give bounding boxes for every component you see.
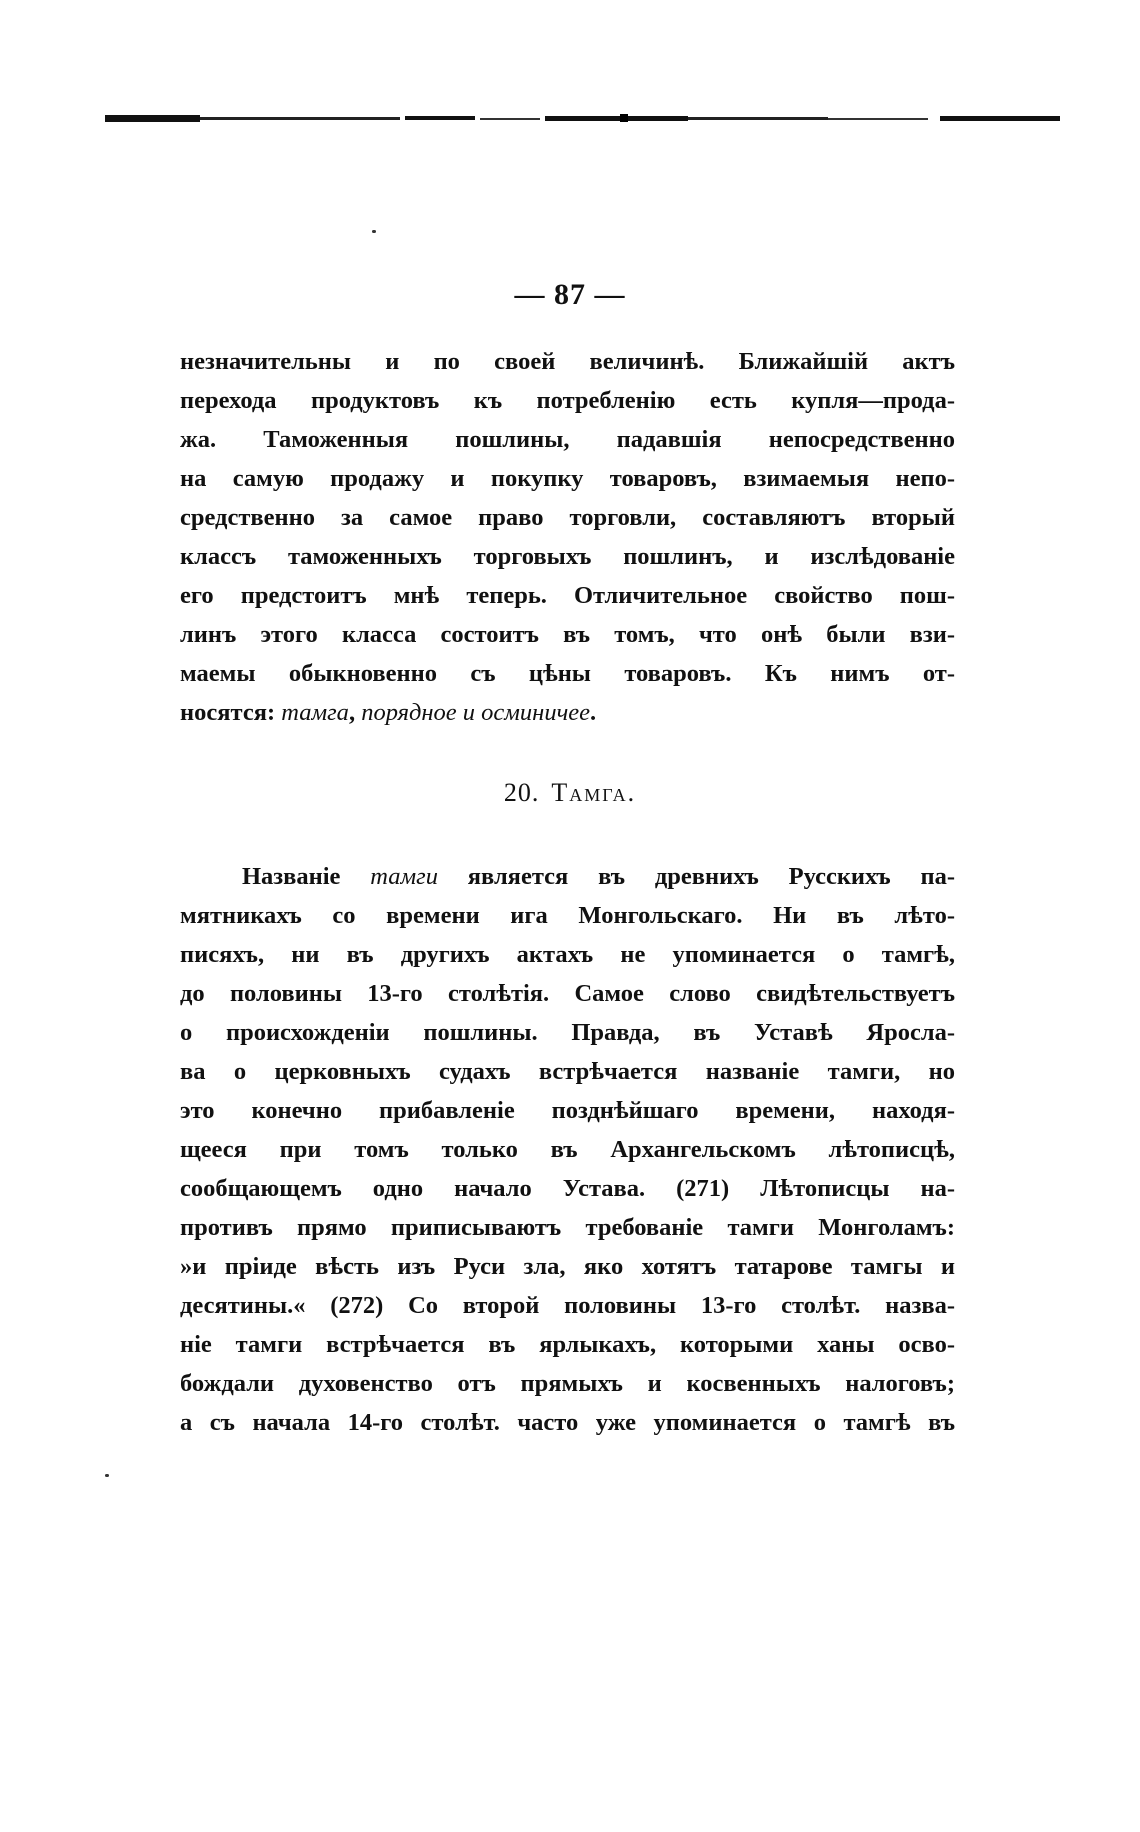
text-line: незначительны и по своей величинѣ. Ближайшій актъ [180, 348, 955, 375]
section-title: Тамга. [551, 778, 637, 807]
scan-edge-graphic [105, 112, 1060, 124]
text-line: ніе тамги встрѣчается въ ярлыкахъ, которыми ханы осво- [180, 1331, 955, 1358]
italic-term-tamgi: тамги [370, 863, 438, 890]
text-line: до половины 13-го столѣтія. Самое слово свидѣтельствуетъ [180, 980, 955, 1007]
text-line: мятникахъ со времени ига Монгольскаго. Ни въ лѣто- [180, 902, 955, 929]
text-line: бождали духовенство отъ прямыхъ и косвенныхъ налоговъ; [180, 1370, 955, 1397]
text-line: десятины.« (272) Со второй половины 13-го столѣт. назва- [180, 1292, 955, 1319]
text-line: щееся при томъ только въ Архангельскомъ лѣтописцѣ, [180, 1136, 955, 1163]
scan-speck [105, 1474, 109, 1477]
scan-speck [372, 230, 376, 233]
text-line: писяхъ, ни въ другихъ актахъ не упоминается о тамгѣ, [180, 941, 955, 968]
text-line: сообщающемъ одно начало Устава. (271) Лѣтописцы на- [180, 1175, 955, 1202]
paragraph-1 [180, 342, 955, 732]
text-rest: является въ древнихъ Русскихъ па- [437, 863, 955, 890]
text-prefix: носятся: [180, 699, 282, 726]
text-prefix: Названіе [242, 863, 371, 890]
text-line-first [180, 857, 955, 896]
section-number: 20. [503, 778, 540, 807]
text-end: . [590, 699, 597, 726]
paragraph-2 [180, 857, 955, 1442]
italic-term-poryadnoe: порядное и осминичее [361, 699, 591, 726]
text-line: средственно за самое право торговли, составляютъ вторый [180, 504, 955, 531]
text-line-last [180, 693, 955, 732]
page-number: — 87 — [514, 278, 626, 311]
text-line: на самую продажу и покупку товаровъ, взимаемыя непо- [180, 465, 955, 492]
text-line: классъ таможенныхъ торговыхъ пошлинъ, и изслѣдованіе [180, 543, 955, 570]
section-heading [0, 778, 1140, 808]
scan-edge-rule [105, 112, 1060, 124]
text-line: о происхожденіи пошлины. Правда, въ Уставѣ Яросла- [180, 1019, 955, 1046]
text-line: маемы обыкновенно съ цѣны товаровъ. Къ нимъ от- [180, 660, 955, 687]
italic-term-tamga: тамга [281, 699, 349, 726]
text-line: его предстоитъ мнѣ теперь. Отличительное свойство пош- [180, 582, 955, 609]
text-line: жа. Таможенныя пошлины, падавшія непосредственно [180, 426, 955, 453]
text-line: линъ этого класса состоитъ въ томъ, что онѣ были взи- [180, 621, 955, 648]
text-line: »и пріиде вѣсть изъ Руси зла, яко хотятъ татарове тамгы и [180, 1253, 955, 1280]
text-line: это конечно прибавленіе позднѣйшаго времени, находя- [180, 1097, 955, 1124]
text-line: а съ начала 14-го столѣт. часто уже упоминается о тамгѣ въ [180, 1409, 955, 1436]
text-separator: , [348, 699, 362, 726]
text-line: ва о церковныхъ судахъ встрѣчается названіе тамги, но [180, 1058, 955, 1085]
text-line: противъ прямо приписываютъ требованіе тамги Монголамъ: [180, 1214, 955, 1241]
text-line: перехода продуктовъ къ потребленію есть купля—прода- [180, 387, 955, 414]
